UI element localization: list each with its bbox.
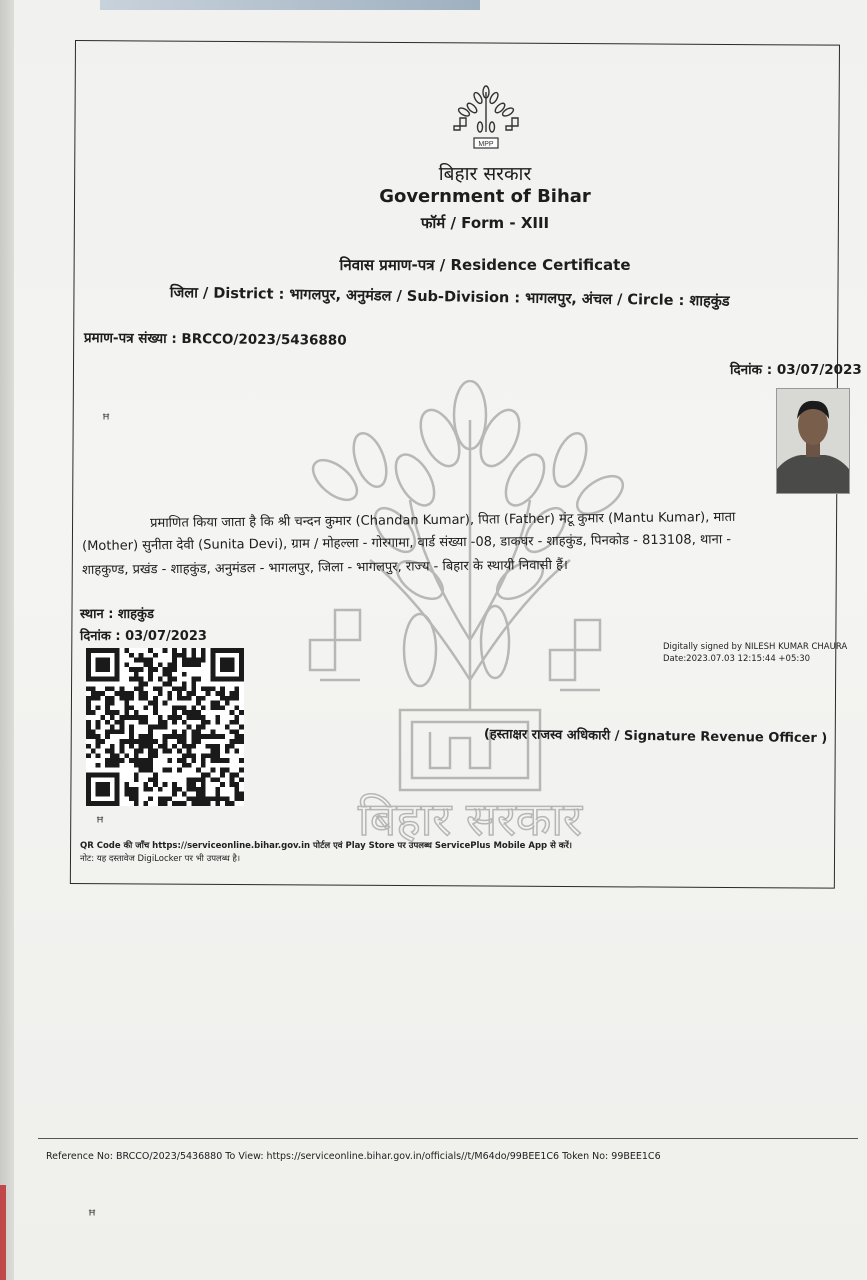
footer-divider [38,1138,858,1139]
form-number: फॉर्म / Form - XIII [420,214,550,232]
header-hindi-title: बिहार सरकार [438,163,532,185]
footer-reference: Reference No: BRCCO/2023/5436880 To View: https://serviceonline.bihar.gov.in/officials//t/M64do/99BEE1C6 Token No: 99BEE1C6 [46,1151,661,1162]
qr-verification-note: QR Code की जाँच https://serviceonline.bihar.gov.in पोर्टल एवं Play Store पर उपलब्ध ServicePlus Mobile App से करें। [80,841,573,851]
emblem-badge-text: MPP [478,141,494,148]
district-line: जिला / District : भागलपुर, अनुमंडल / Sub-Division : भागलपुर, अंचल / Circle : शाहकुंड [169,284,730,310]
date-top: दिनांक : 03/07/2023 [730,362,862,378]
pen-mark: ꟸ [102,412,111,428]
pen-mark: ꟸ [96,815,105,831]
bihar-watermark-emblem [300,380,640,850]
qr-code [85,648,245,806]
digital-signature-line-1: Digitally signed by NILESH KUMAR CHAURA [663,642,848,652]
header-english-title: Government of Bihar [379,186,591,207]
date-bottom: दिनांक : 03/07/2023 [80,629,207,644]
body-line-1: प्रमाणित किया जाता है कि श्री चन्दन कुमार (Chandan Kumar), पिता (Father) मंटू कुमार (Mantu Kumar), माता [150,509,736,531]
pen-mark: ꟸ [88,1208,97,1224]
place: स्थान : शाहकुंड [80,607,154,622]
watermark-text: बिहार सरकार [358,792,582,846]
digilocker-note: नोट: यह दस्तावेज DigiLocker पर भी उपलब्ध है। [80,854,241,864]
certificate-number: प्रमाण-पत्र संख्या : BRCCO/2023/5436880 [83,329,347,349]
body-line-2: (Mother) सुनीता देवी (Sunita Devi), ग्राम / मोहल्ला - गोरगामा, वार्ड संख्या -08, डाकघर - शाहकुंड, पिनकोड - 813108, थाना - [82,532,732,554]
applicant-photo [776,388,850,494]
bihar-emblem-icon [450,82,522,158]
signature-label: (हस्ताक्षर राजस्व अधिकारी / Signature Revenue Officer ) [483,726,828,747]
body-line-3: शाहकुण्ड, प्रखंड - शाहकुंड, अनुमंडल - भागलपुर, जिला - भागलपुर, राज्य - बिहार के स्थायी निवासी हैं। [82,557,568,578]
paper-top-edge [100,0,480,10]
paper-left-edge [0,0,14,1280]
certificate-type: निवास प्रमाण-पत्र / Residence Certificate [339,256,631,274]
digital-signature-date: Date:2023.07.03 12:15:44 +05:30 [663,654,811,664]
paper-red-strip [0,1185,6,1280]
